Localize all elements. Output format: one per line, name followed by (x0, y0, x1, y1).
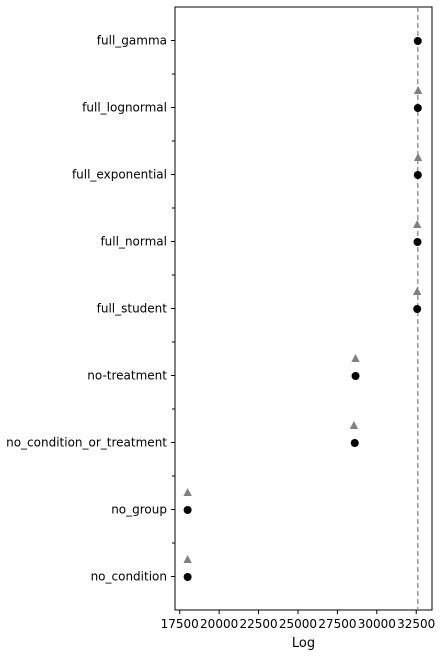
plot-area (6, 7, 435, 631)
x-tick-label-27500: 27500 (318, 617, 357, 631)
y-tick-label-full_gamma: full_gamma (96, 33, 167, 48)
point-circle-no_condition (184, 573, 192, 581)
point-triangle-full_student (413, 287, 421, 295)
x-tick-label-32500: 32500 (397, 617, 436, 631)
point-circle-full_exponential (414, 171, 422, 179)
y-tick-label-no-treatment: no-treatment (87, 368, 167, 383)
point-circle-full_lognormal (414, 104, 422, 112)
point-circle-no-treatment (352, 372, 360, 380)
y-tick-label-full_lognormal: full_lognormal (82, 100, 167, 115)
x-tick-label-20000: 20000 (200, 617, 239, 631)
y-tick-label-no_group: no_group (111, 502, 167, 517)
point-triangle-no_group (183, 488, 191, 496)
x-tick-label-30000: 30000 (357, 617, 396, 631)
point-circle-full_normal (413, 238, 421, 246)
point-triangle-no_condition (183, 555, 191, 563)
y-tick-label-no_condition_or_treatment: no_condition_or_treatment (6, 435, 167, 450)
y-tick-label-full_student: full_student (96, 301, 167, 316)
x-tick-label-25000: 25000 (278, 617, 318, 631)
point-triangle-no-treatment (351, 354, 359, 362)
x-tick-label-22500: 22500 (239, 617, 278, 631)
y-tick-label-no_condition: no_condition (90, 569, 167, 584)
point-triangle-no_condition_or_treatment (350, 421, 358, 429)
point-circle-full_student (413, 305, 421, 313)
y-tick-label-full_normal: full_normal (100, 234, 167, 249)
x-axis-label: Log (291, 636, 316, 651)
y-tick-label-full_exponential: full_exponential (71, 167, 167, 182)
point-circle-full_gamma (414, 37, 422, 45)
point-circle-no_condition_or_treatment (351, 439, 359, 447)
x-tick-label-17500: 17500 (160, 617, 199, 631)
point-triangle-full_exponential (414, 153, 422, 161)
point-triangle-full_lognormal (414, 86, 422, 94)
point-circle-no_group (184, 506, 192, 514)
point-triangle-full_normal (413, 220, 421, 228)
plot-frame (175, 7, 432, 610)
